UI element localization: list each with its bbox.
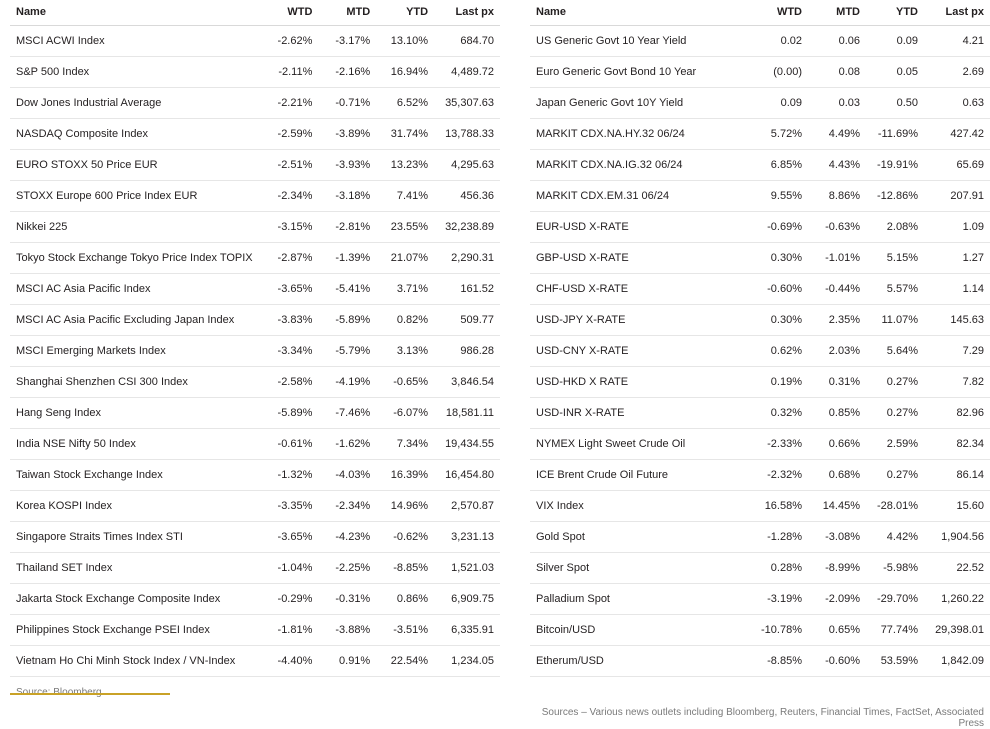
table-row — [530, 150, 990, 181]
table-row — [530, 491, 990, 522]
cell-value: 16.39% — [376, 460, 434, 491]
table-row — [10, 367, 500, 398]
cell-value: -3.15% — [257, 212, 319, 243]
table-row — [530, 181, 990, 212]
cell-value: 35,307.63 — [434, 88, 500, 119]
cell-value: 1,260.22 — [924, 584, 990, 615]
cell-value: -3.19% — [746, 584, 808, 615]
cell-name: Vietnam Ho Chi Minh Stock Index / VN-Index — [10, 646, 257, 677]
cell-value: 86.14 — [924, 460, 990, 491]
cell-value: -8.85% — [746, 646, 808, 677]
cell-name: Palladium Spot — [530, 584, 746, 615]
cell-value: 13.10% — [376, 26, 434, 57]
cell-value: 0.28% — [746, 553, 808, 584]
cell-value: 65.69 — [924, 150, 990, 181]
cell-name: Hang Seng Index — [10, 398, 257, 429]
table-row — [10, 26, 500, 57]
table-row — [10, 181, 500, 212]
cell-value: 2.35% — [808, 305, 866, 336]
cell-value: 0.86% — [376, 584, 434, 615]
cell-value: 145.63 — [924, 305, 990, 336]
table-row — [10, 553, 500, 584]
cell-value: 3.13% — [376, 336, 434, 367]
cell-name: MARKIT CDX.NA.IG.32 06/24 — [530, 150, 746, 181]
cell-value: 4.21 — [924, 26, 990, 57]
table-row — [530, 398, 990, 429]
cell-name: USD-INR X-RATE — [530, 398, 746, 429]
cell-value: 53.59% — [866, 646, 924, 677]
cell-name: USD-JPY X-RATE — [530, 305, 746, 336]
cell-value: -6.07% — [376, 398, 434, 429]
table-row — [10, 212, 500, 243]
cell-name: STOXX Europe 600 Price Index EUR — [10, 181, 257, 212]
cell-value: -8.85% — [376, 553, 434, 584]
table-header-row — [10, 0, 500, 26]
cell-value: -11.69% — [866, 119, 924, 150]
cell-name: USD-CNY X-RATE — [530, 336, 746, 367]
cell-value: 0.50 — [866, 88, 924, 119]
cell-value: -5.41% — [318, 274, 376, 305]
cell-name: VIX Index — [530, 491, 746, 522]
cell-value: -0.69% — [746, 212, 808, 243]
cell-value: -2.09% — [808, 584, 866, 615]
table-row — [530, 243, 990, 274]
cell-value: 16,454.80 — [434, 460, 500, 491]
cell-value: 3,231.13 — [434, 522, 500, 553]
cell-value: -5.79% — [318, 336, 376, 367]
cell-value: -3.08% — [808, 522, 866, 553]
cell-value: 0.03 — [808, 88, 866, 119]
cell-value: 16.58% — [746, 491, 808, 522]
cell-value: 0.09 — [746, 88, 808, 119]
cell-value: 11.07% — [866, 305, 924, 336]
cell-value: 0.06 — [808, 26, 866, 57]
table-row — [10, 57, 500, 88]
cell-value: 14.96% — [376, 491, 434, 522]
cell-value: -3.17% — [318, 26, 376, 57]
column-header-name: Name — [530, 0, 746, 26]
cell-name: ICE Brent Crude Oil Future — [530, 460, 746, 491]
cell-value: -1.28% — [746, 522, 808, 553]
table-row — [530, 212, 990, 243]
cell-value: 9.55% — [746, 181, 808, 212]
cell-value: 7.34% — [376, 429, 434, 460]
column-header-wtd: WTD — [257, 0, 319, 26]
equities-table-head — [10, 0, 500, 26]
cell-value: -2.81% — [318, 212, 376, 243]
cell-value: 161.52 — [434, 274, 500, 305]
cell-value: -2.33% — [746, 429, 808, 460]
table-row — [10, 88, 500, 119]
cell-value: 3,846.54 — [434, 367, 500, 398]
cell-value: 82.34 — [924, 429, 990, 460]
cell-value: 23.55% — [376, 212, 434, 243]
cell-value: -2.59% — [257, 119, 319, 150]
column-header-mtd: MTD — [318, 0, 376, 26]
cell-value: -2.34% — [257, 181, 319, 212]
cell-value: -4.03% — [318, 460, 376, 491]
cell-name: Silver Spot — [530, 553, 746, 584]
cell-value: -2.16% — [318, 57, 376, 88]
cell-value: 22.52 — [924, 553, 990, 584]
cell-value: -0.61% — [257, 429, 319, 460]
cell-name: NYMEX Light Sweet Crude Oil — [530, 429, 746, 460]
table-row — [10, 646, 500, 677]
cell-value: 0.91% — [318, 646, 376, 677]
cell-value: -2.62% — [257, 26, 319, 57]
cell-value: -10.78% — [746, 615, 808, 646]
cell-name: Philippines Stock Exchange PSEI Index — [10, 615, 257, 646]
cell-value: 14.45% — [808, 491, 866, 522]
cell-value: 0.30% — [746, 243, 808, 274]
cell-value: 21.07% — [376, 243, 434, 274]
cell-value: 7.41% — [376, 181, 434, 212]
column-header-ytd: YTD — [376, 0, 434, 26]
cell-value: -0.65% — [376, 367, 434, 398]
table-row — [530, 460, 990, 491]
cell-value: -3.18% — [318, 181, 376, 212]
cell-name: US Generic Govt 10 Year Yield — [530, 26, 746, 57]
cell-name: GBP-USD X-RATE — [530, 243, 746, 274]
cell-value: 7.29 — [924, 336, 990, 367]
cell-value: -4.40% — [257, 646, 319, 677]
cell-value: 1,842.09 — [924, 646, 990, 677]
table-row — [10, 615, 500, 646]
cell-value: -2.34% — [318, 491, 376, 522]
cell-value: 0.27% — [866, 398, 924, 429]
cell-value: 82.96 — [924, 398, 990, 429]
cell-value: -4.23% — [318, 522, 376, 553]
table-row — [530, 553, 990, 584]
cell-name: EUR-USD X-RATE — [530, 212, 746, 243]
cell-value: 1.09 — [924, 212, 990, 243]
cell-value: 4.49% — [808, 119, 866, 150]
cell-name: EURO STOXX 50 Price EUR — [10, 150, 257, 181]
cell-name: Korea KOSPI Index — [10, 491, 257, 522]
cell-value: 5.64% — [866, 336, 924, 367]
cell-value: 5.72% — [746, 119, 808, 150]
cell-value: 0.08 — [808, 57, 866, 88]
cell-name: Jakarta Stock Exchange Composite Index — [10, 584, 257, 615]
cell-value: 7.82 — [924, 367, 990, 398]
cell-value: 0.05 — [866, 57, 924, 88]
cell-value: 4.43% — [808, 150, 866, 181]
column-header-ytd: YTD — [866, 0, 924, 26]
cell-value: 0.68% — [808, 460, 866, 491]
cell-value: 1.27 — [924, 243, 990, 274]
cell-value: 2.69 — [924, 57, 990, 88]
cell-name: Taiwan Stock Exchange Index — [10, 460, 257, 491]
column-header-name: Name — [10, 0, 257, 26]
column-header-lastpx: Last px — [434, 0, 500, 26]
cell-value: -29.70% — [866, 584, 924, 615]
rates-fx-commodities-table — [530, 0, 990, 677]
cell-value: 1.14 — [924, 274, 990, 305]
cell-name: S&P 500 Index — [10, 57, 257, 88]
equities-table-body — [10, 26, 500, 677]
table-row — [10, 305, 500, 336]
cell-value: 4,489.72 — [434, 57, 500, 88]
table-row — [10, 491, 500, 522]
rates-source-note: Sources – Various news outlets including Bloomberg, Reuters, Financial Times, FactSet, Associated Press — [541, 707, 984, 729]
table-row — [530, 57, 990, 88]
cell-value: 13.23% — [376, 150, 434, 181]
cell-value: -28.01% — [866, 491, 924, 522]
cell-value: 1,234.05 — [434, 646, 500, 677]
cell-value: -0.71% — [318, 88, 376, 119]
rates-table-body — [530, 26, 990, 677]
column-header-wtd: WTD — [746, 0, 808, 26]
cell-value: -3.65% — [257, 274, 319, 305]
cell-value: -2.87% — [257, 243, 319, 274]
cell-value: -3.34% — [257, 336, 319, 367]
cell-value: 0.02 — [746, 26, 808, 57]
table-row — [530, 88, 990, 119]
table-row — [530, 522, 990, 553]
cell-value: -1.39% — [318, 243, 376, 274]
cell-value: 1,904.56 — [924, 522, 990, 553]
table-row — [10, 274, 500, 305]
table-row — [530, 26, 990, 57]
cell-name: Bitcoin/USD — [530, 615, 746, 646]
cell-value: -5.89% — [318, 305, 376, 336]
table-row — [530, 584, 990, 615]
table-row — [530, 119, 990, 150]
cell-value: -4.19% — [318, 367, 376, 398]
cell-value: 0.09 — [866, 26, 924, 57]
cell-value: 0.19% — [746, 367, 808, 398]
table-header-row — [530, 0, 990, 26]
cell-value: 0.31% — [808, 367, 866, 398]
cell-name: India NSE Nifty 50 Index — [10, 429, 257, 460]
cell-name: MSCI AC Asia Pacific Excluding Japan Index — [10, 305, 257, 336]
table-row — [10, 522, 500, 553]
rates-fx-commodities-panel — [500, 0, 990, 729]
cell-value: -2.21% — [257, 88, 319, 119]
cell-value: 4,295.63 — [434, 150, 500, 181]
cell-value: -0.60% — [808, 646, 866, 677]
cell-value: -0.60% — [746, 274, 808, 305]
cell-value: 6,335.91 — [434, 615, 500, 646]
cell-value: 5.57% — [866, 274, 924, 305]
accent-rule — [10, 693, 170, 695]
cell-value: 32,238.89 — [434, 212, 500, 243]
cell-value: 2,290.31 — [434, 243, 500, 274]
table-row — [10, 243, 500, 274]
cell-value: 13,788.33 — [434, 119, 500, 150]
cell-value: -3.83% — [257, 305, 319, 336]
cell-name: MSCI AC Asia Pacific Index — [10, 274, 257, 305]
cell-value: 2.59% — [866, 429, 924, 460]
cell-value: 15.60 — [924, 491, 990, 522]
cell-value: 2,570.87 — [434, 491, 500, 522]
cell-value: -2.25% — [318, 553, 376, 584]
cell-name: MARKIT CDX.NA.HY.32 06/24 — [530, 119, 746, 150]
cell-name: Singapore Straits Times Index STI — [10, 522, 257, 553]
table-row — [10, 119, 500, 150]
rates-table-head — [530, 0, 990, 26]
cell-value: 31.74% — [376, 119, 434, 150]
cell-value: 0.65% — [808, 615, 866, 646]
table-row — [10, 398, 500, 429]
cell-value: -8.99% — [808, 553, 866, 584]
column-header-mtd: MTD — [808, 0, 866, 26]
cell-value: -0.29% — [257, 584, 319, 615]
cell-value: 456.36 — [434, 181, 500, 212]
cell-value: 22.54% — [376, 646, 434, 677]
cell-name: Thailand SET Index — [10, 553, 257, 584]
cell-value: -7.46% — [318, 398, 376, 429]
cell-value: 0.85% — [808, 398, 866, 429]
cell-value: 5.15% — [866, 243, 924, 274]
cell-value: -5.89% — [257, 398, 319, 429]
cell-value: -3.93% — [318, 150, 376, 181]
cell-name: USD-HKD X RATE — [530, 367, 746, 398]
table-row — [530, 336, 990, 367]
cell-value: 427.42 — [924, 119, 990, 150]
cell-value: 4.42% — [866, 522, 924, 553]
cell-value: -3.35% — [257, 491, 319, 522]
cell-value: 2.08% — [866, 212, 924, 243]
cell-value: -12.86% — [866, 181, 924, 212]
cell-name: Shanghai Shenzhen CSI 300 Index — [10, 367, 257, 398]
cell-value: 0.63 — [924, 88, 990, 119]
cell-value: 3.71% — [376, 274, 434, 305]
cell-value: 0.66% — [808, 429, 866, 460]
cell-name: CHF-USD X-RATE — [530, 274, 746, 305]
table-row — [530, 367, 990, 398]
cell-value: 6,909.75 — [434, 584, 500, 615]
cell-value: 0.27% — [866, 367, 924, 398]
cell-name: Dow Jones Industrial Average — [10, 88, 257, 119]
table-row — [530, 305, 990, 336]
cell-value: 19,434.55 — [434, 429, 500, 460]
cell-value: 0.62% — [746, 336, 808, 367]
cell-name: Euro Generic Govt Bond 10 Year — [530, 57, 746, 88]
table-row — [10, 429, 500, 460]
cell-value: -1.62% — [318, 429, 376, 460]
cell-value: -0.62% — [376, 522, 434, 553]
cell-value: 0.27% — [866, 460, 924, 491]
cell-value: 16.94% — [376, 57, 434, 88]
table-row — [10, 150, 500, 181]
cell-value: 1,521.03 — [434, 553, 500, 584]
cell-value: -2.32% — [746, 460, 808, 491]
cell-value: (0.00) — [746, 57, 808, 88]
cell-name: Tokyo Stock Exchange Tokyo Price Index TOPIX — [10, 243, 257, 274]
cell-value: -5.98% — [866, 553, 924, 584]
cell-value: 2.03% — [808, 336, 866, 367]
cell-value: -3.88% — [318, 615, 376, 646]
cell-value: 509.77 — [434, 305, 500, 336]
cell-value: 0.30% — [746, 305, 808, 336]
cell-value: 986.28 — [434, 336, 500, 367]
cell-value: -3.51% — [376, 615, 434, 646]
cell-value: -3.65% — [257, 522, 319, 553]
cell-value: 207.91 — [924, 181, 990, 212]
cell-value: 6.52% — [376, 88, 434, 119]
cell-value: 8.86% — [808, 181, 866, 212]
cell-name: Nikkei 225 — [10, 212, 257, 243]
cell-value: 0.82% — [376, 305, 434, 336]
cell-name: Gold Spot — [530, 522, 746, 553]
cell-value: -0.63% — [808, 212, 866, 243]
table-row — [10, 460, 500, 491]
table-row — [530, 646, 990, 677]
cell-value: -3.89% — [318, 119, 376, 150]
cell-name: MSCI Emerging Markets Index — [10, 336, 257, 367]
cell-name: Etherum/USD — [530, 646, 746, 677]
cell-value: -1.01% — [808, 243, 866, 274]
cell-name: MSCI ACWI Index — [10, 26, 257, 57]
equities-table — [10, 0, 500, 677]
cell-value: 18,581.11 — [434, 398, 500, 429]
cell-value: -2.58% — [257, 367, 319, 398]
table-row — [530, 274, 990, 305]
cell-value: -0.31% — [318, 584, 376, 615]
cell-name: NASDAQ Composite Index — [10, 119, 257, 150]
cell-value: -2.51% — [257, 150, 319, 181]
table-row — [530, 615, 990, 646]
cell-value: -0.44% — [808, 274, 866, 305]
cell-name: Japan Generic Govt 10Y Yield — [530, 88, 746, 119]
cell-value: -19.91% — [866, 150, 924, 181]
cell-value: -1.04% — [257, 553, 319, 584]
cell-value: 77.74% — [866, 615, 924, 646]
cell-name: MARKIT CDX.EM.31 06/24 — [530, 181, 746, 212]
cell-value: 0.32% — [746, 398, 808, 429]
cell-value: 6.85% — [746, 150, 808, 181]
cell-value: 29,398.01 — [924, 615, 990, 646]
table-row — [10, 336, 500, 367]
cell-value: 684.70 — [434, 26, 500, 57]
column-header-lastpx: Last px — [924, 0, 990, 26]
cell-value: -1.32% — [257, 460, 319, 491]
table-row — [530, 429, 990, 460]
table-row — [10, 584, 500, 615]
cell-value: -1.81% — [257, 615, 319, 646]
cell-value: -2.11% — [257, 57, 319, 88]
